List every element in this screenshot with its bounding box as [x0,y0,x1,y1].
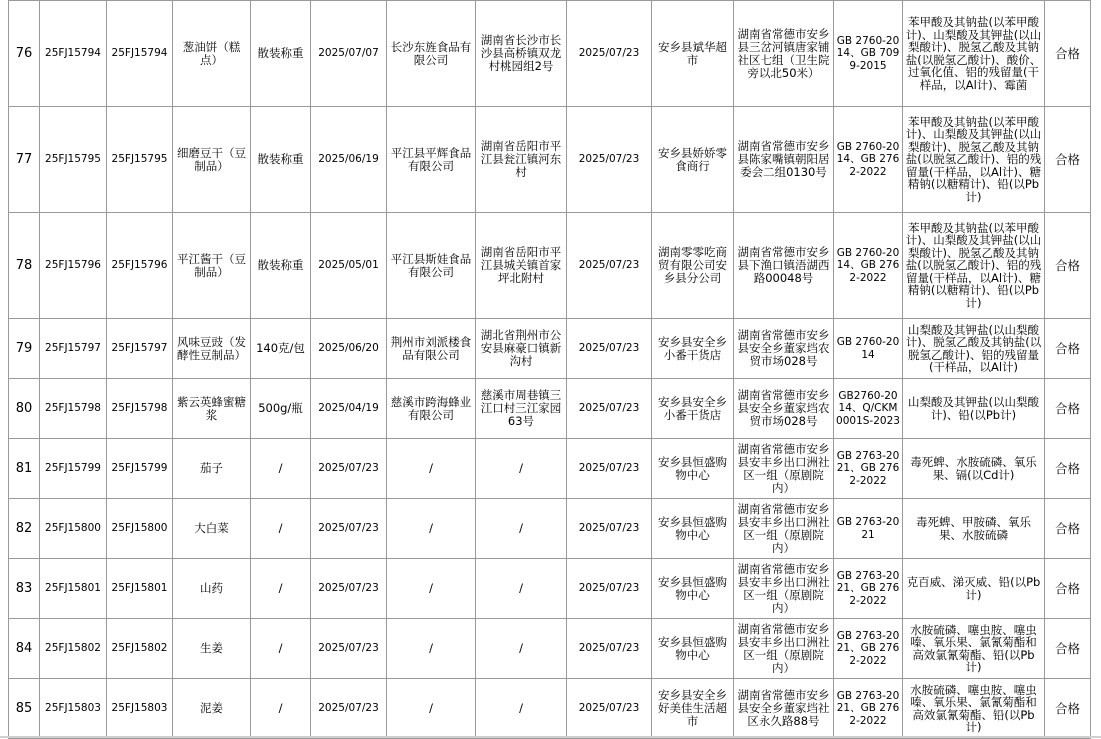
manufacturer-name: 平江县斯娃食品有限公司 [387,213,476,319]
manufacturer-name: 荆州市刘派楼食品有限公司 [387,319,476,379]
results-table [8,0,1091,739]
table-row [9,559,1091,619]
test-result: 合格 [1045,319,1091,379]
manufacturer-address: 湖南省岳阳市平江县城关镇首家坪北附村 [476,213,567,319]
sample-name: 泥姜 [173,679,251,739]
row-number: 78 [9,213,40,319]
manufacturer-address: / [476,439,567,499]
table-row [9,1,1091,107]
standard-basis: GB 2760-2014、GB 7099-2015 [834,1,903,107]
sampled-unit-name: 安乡县娇娇零食商行 [652,107,734,213]
test-items: 山梨酸及其钾盐(以山梨酸计)、铅(以Pb计) [903,379,1045,439]
sampled-unit-name: 安乡县恒盛购物中心 [652,559,734,619]
manufacturer-address: 慈溪市周巷镇三江口村三江家园63号 [476,379,567,439]
standard-basis: GB2760-2014、Q/CKM 0001S-2023 [834,379,903,439]
standard-basis: GB 2763-2021、GB 2762-2022 [834,439,903,499]
sample-name: 生姜 [173,619,251,679]
specification: / [251,499,311,559]
sample-number: 25FJ15798 [40,379,107,439]
production-date: 2025/04/19 [311,379,387,439]
sample-name: 茄子 [173,439,251,499]
manufacturer-name: 慈溪市跨海蜂业有限公司 [387,379,476,439]
row-number: 84 [9,619,40,679]
table-row [9,619,1091,679]
standard-basis: GB 2763-2021 [834,499,903,559]
manufacturer-address: / [476,499,567,559]
test-result: 合格 [1045,559,1091,619]
sampling-date: 2025/07/23 [567,499,652,559]
sample-number: 25FJ15802 [40,619,107,679]
sampled-unit-address: 湖南省常德市安乡县三岔河镇唐家铺社区七组（卫生院旁以北50米） [734,1,834,107]
sampling-date: 2025/07/23 [567,379,652,439]
sampled-unit-name: 安乡县恒盛购物中心 [652,619,734,679]
manufacturer-name: / [387,499,476,559]
test-result: 合格 [1045,679,1091,739]
table-row [9,107,1091,213]
sampled-unit-name: 安乡县安全乡小番干货店 [652,379,734,439]
test-items: 山梨酸及其钾盐(以山梨酸计)、脱氢乙酸及其钠盐(以脱氢乙酸计)、铝的残留量(干样品，以Al计) [903,319,1045,379]
test-result: 合格 [1045,379,1091,439]
sample-number: 25FJ15794 [40,1,107,107]
production-date: 2025/06/19 [311,107,387,213]
specification: / [251,679,311,739]
table-row [9,439,1091,499]
standard-basis: GB 2760-2014、GB 2762-2022 [834,213,903,319]
manufacturer-name: 平江县平辉食品有限公司 [387,107,476,213]
specification: / [251,619,311,679]
test-result: 合格 [1045,439,1091,499]
sample-number: 25FJ15797 [40,319,107,379]
specification: 140克/包 [251,319,311,379]
row-number: 81 [9,439,40,499]
production-date: 2025/07/23 [311,559,387,619]
specification: 散装称重 [251,1,311,107]
sampled-unit-address: 湖南省常德市安乡县安丰乡出口洲社区一组（原剧院内） [734,559,834,619]
test-result: 合格 [1045,1,1091,107]
row-number: 79 [9,319,40,379]
sampled-unit-address: 湖南省常德市安乡县安全乡董家垱农贸市场028号 [734,379,834,439]
sample-name: 细磨豆干（豆制品） [173,107,251,213]
table-row [9,499,1091,559]
report-number: 25FJ15794 [107,1,173,107]
sampling-date: 2025/07/23 [567,559,652,619]
sample-number: 25FJ15801 [40,559,107,619]
test-items: 毒死蜱、甲胺磷、氧乐果、水胺硫磷 [903,499,1045,559]
report-number: 25FJ15797 [107,319,173,379]
specification: 散装称重 [251,213,311,319]
test-items: 克百威、涕灭威、铅(以Pb计) [903,559,1045,619]
sampled-unit-name: 安乡县恒盛购物中心 [652,439,734,499]
specification: / [251,559,311,619]
report-number: 25FJ15796 [107,213,173,319]
report-number: 25FJ15800 [107,499,173,559]
sample-number: 25FJ15795 [40,107,107,213]
test-result: 合格 [1045,619,1091,679]
sample-name: 紫云英蜂蜜糖浆 [173,379,251,439]
manufacturer-name: / [387,439,476,499]
sampled-unit-address: 湖南省常德市安乡县下渔口镇浯湖西路00048号 [734,213,834,319]
production-date: 2025/06/20 [311,319,387,379]
production-date: 2025/07/23 [311,439,387,499]
test-result: 合格 [1045,213,1091,319]
table-row [9,319,1091,379]
sample-name: 平江酱干（豆制品） [173,213,251,319]
sample-name: 大白菜 [173,499,251,559]
standard-basis: GB 2760-2014 [834,319,903,379]
sampled-unit-address: 湖南省常德市安乡县安丰乡出口洲社区一组（原剧院内） [734,499,834,559]
test-items: 苯甲酸及其钠盐(以苯甲酸计)、山梨酸及其钾盐(以山梨酸计)、脱氢乙酸及其钠盐(以脱氢乙酸计)、铝的残留量(干样品，以Al计)、糖精钠(以糖精计)、铅(以Pb计) [903,107,1045,213]
standard-basis: GB 2763-2021、GB 2762-2022 [834,559,903,619]
report-number: 25FJ15795 [107,107,173,213]
standard-basis: GB 2763-2021、GB 2762-2022 [834,619,903,679]
specification: 散装称重 [251,107,311,213]
sample-name: 山药 [173,559,251,619]
specification: / [251,439,311,499]
sample-name: 风味豆豉（发酵性豆制品） [173,319,251,379]
sampling-date: 2025/07/23 [567,319,652,379]
specification: 500g/瓶 [251,379,311,439]
test-items: 毒死蜱、水胺硫磷、氧乐果、镉(以Cd计) [903,439,1045,499]
row-number: 77 [9,107,40,213]
sampled-unit-name: 安乡县恒盛购物中心 [652,499,734,559]
sampled-unit-address: 湖南省常德市安乡县安丰乡出口洲社区一组（原剧院内） [734,439,834,499]
report-number: 25FJ15802 [107,619,173,679]
production-date: 2025/07/23 [311,679,387,739]
sampled-unit-name: 安乡县安全乡好美佳生活超市 [652,679,734,739]
production-date: 2025/07/23 [311,619,387,679]
manufacturer-name: / [387,619,476,679]
report-number: 25FJ15803 [107,679,173,739]
test-items: 水胺硫磷、噻虫胺、噻虫嗪、氧乐果、氯氰菊酯和高效氯氰菊酯、铅(以Pb计) [903,619,1045,679]
production-date: 2025/05/01 [311,213,387,319]
manufacturer-name: 长沙东旌食品有限公司 [387,1,476,107]
sampled-unit-address: 湖南省常德市安乡县安全乡董家垱农贸市场028号 [734,319,834,379]
sampling-date: 2025/07/23 [567,679,652,739]
report-number: 25FJ15801 [107,559,173,619]
sampling-date: 2025/07/23 [567,1,652,107]
table-row [9,213,1091,319]
row-number: 83 [9,559,40,619]
test-items: 苯甲酸及其钠盐(以苯甲酸计)、山梨酸及其钾盐(以山梨酸计)、脱氢乙酸及其钠盐(以脱氢乙酸计)、酸价、过氧化值、铝的残留量(干样品，以Al计)、霉菌 [903,1,1045,107]
sampling-date: 2025/07/23 [567,619,652,679]
row-number: 82 [9,499,40,559]
sampled-unit-name: 安乡县安全乡小番干货店 [652,319,734,379]
production-date: 2025/07/23 [311,499,387,559]
table-row [9,679,1091,739]
sampled-unit-address: 湖南省常德市安乡县安丰乡出口洲社区一组（原剧院内） [734,619,834,679]
manufacturer-name: / [387,679,476,739]
sampling-date: 2025/07/23 [567,107,652,213]
sampled-unit-address: 湖南省常德市安乡县陈家嘴镇朝阳居委会二组0130号 [734,107,834,213]
sample-number: 25FJ15796 [40,213,107,319]
sample-number: 25FJ15800 [40,499,107,559]
report-number: 25FJ15799 [107,439,173,499]
manufacturer-address: / [476,679,567,739]
sampled-unit-name: 湖南零零吃商贸有限公司安乡县分公司 [652,213,734,319]
manufacturer-address: / [476,559,567,619]
test-items: 苯甲酸及其钠盐(以苯甲酸计)、山梨酸及其钾盐(以山梨酸计)、脱氢乙酸及其钠盐(以脱氢乙酸计)、铝的残留量(干样品，以Al计)、糖精钠(以糖精计)、铅(以Pb计) [903,213,1045,319]
test-items: 水胺硫磷、噻虫胺、噻虫嗪、氧乐果、氯氰菊酯和高效氯氰菊酯、铅(以Pb计) [903,679,1045,739]
sampled-unit-address: 湖南省常德市安乡县安全乡董家垱社区永久路88号 [734,679,834,739]
standard-basis: GB 2763-2021、GB 2762-2022 [834,679,903,739]
manufacturer-name: / [387,559,476,619]
standard-basis: GB 2760-2014、GB 2762-2022 [834,107,903,213]
report-number: 25FJ15798 [107,379,173,439]
row-number: 85 [9,679,40,739]
test-result: 合格 [1045,107,1091,213]
sample-number: 25FJ15803 [40,679,107,739]
table-row [9,379,1091,439]
test-result: 合格 [1045,499,1091,559]
sampled-unit-name: 安乡县斌华超市 [652,1,734,107]
sample-number: 25FJ15799 [40,439,107,499]
manufacturer-address: 湖南省长沙市长沙县高桥镇双龙村桃园组2号 [476,1,567,107]
sample-name: 葱油饼（糕点） [173,1,251,107]
manufacturer-address: / [476,619,567,679]
production-date: 2025/07/07 [311,1,387,107]
row-number: 76 [9,1,40,107]
sampling-date: 2025/07/23 [567,213,652,319]
manufacturer-address: 湖北省荆州市公安县麻豪口镇新沟村 [476,319,567,379]
manufacturer-address: 湖南省岳阳市平江县瓮江镇河东村 [476,107,567,213]
sampling-date: 2025/07/23 [567,439,652,499]
row-number: 80 [9,379,40,439]
